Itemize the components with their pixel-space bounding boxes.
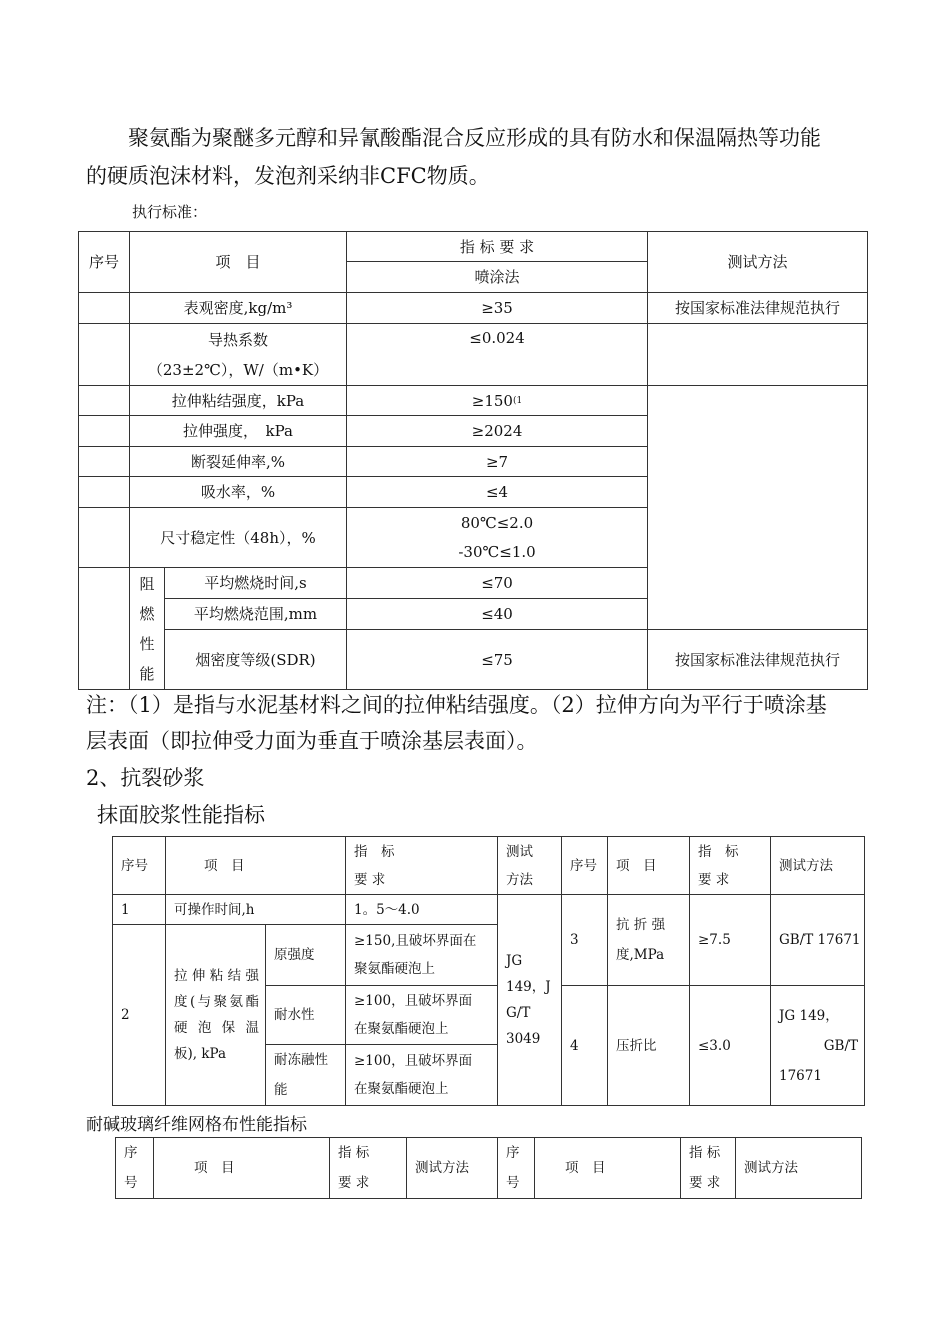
- t1-fire-char: 性: [139, 634, 155, 653]
- t2-r3-method: GB/T 17671: [771, 895, 865, 986]
- t2-r2-item-line: 板), kPa: [174, 1046, 227, 1062]
- t3-header-seq-line: 号: [124, 1175, 138, 1191]
- t2-header-req-line2: 要 求: [354, 871, 386, 888]
- t2-sub2-req: [346, 986, 498, 1045]
- t1-tensile-value: ≥2024: [347, 416, 648, 447]
- t2-r3-req: ≥7.5: [690, 895, 771, 986]
- t2-sub3-req: [346, 1045, 498, 1106]
- intro-line-1: 聚氨酯为聚醚多元醇和异氰酸酯混合反应形成的具有防水和保温隔热等功能: [128, 126, 821, 150]
- t2-sub3-line: 耐冻融性: [274, 1052, 328, 1068]
- table-3: [115, 1137, 862, 1199]
- t2-r4-seq: 4: [562, 986, 608, 1106]
- t1-smoke-value: ≤75: [347, 630, 648, 690]
- t1-dim-value-line1: 80℃≤2.0: [460, 513, 534, 532]
- table-1: [78, 231, 868, 690]
- t2-r1-req: 1。5～4.0: [346, 895, 498, 925]
- t1-smoke-method: 按国家标准法律规范执行: [648, 630, 868, 690]
- t2-r3-item-line1: 抗 折 强: [616, 917, 666, 933]
- t2-r4-method-line: 17671: [779, 1067, 822, 1084]
- t2-method-left: [498, 895, 562, 1106]
- t1-burnrange-item: 平均燃烧范围,mm: [165, 599, 347, 630]
- t1-cell-empty: [79, 477, 130, 508]
- t1-method-blank: [648, 386, 868, 630]
- t2-r4-method: [771, 986, 865, 1106]
- t2-header-seq-2: 序号: [562, 837, 608, 895]
- table-2-title: 抹面胶浆性能指标: [97, 803, 265, 827]
- t2-method-left-line: 149，J: [506, 979, 551, 995]
- t1-bond-item: 拉伸粘结强度，kPa: [130, 386, 347, 416]
- t1-fire-char: 燃: [139, 604, 155, 623]
- t3-header-seq2-line: 号: [506, 1175, 520, 1191]
- t2-header-req2-line2: 要 求: [698, 871, 730, 888]
- note-line-2: 层表面（即拉伸受力面为垂直于喷涂基层表面）。: [86, 729, 538, 753]
- t3-header-seq-2: [498, 1138, 535, 1199]
- t2-r4-method-line: GB/T: [823, 1037, 858, 1054]
- t2-sub2-req-line: ≥100，且破坏界面: [354, 993, 473, 1009]
- t1-thermal-item-line1: 导热系数: [208, 330, 269, 349]
- t2-header-req: [346, 837, 498, 895]
- t3-header-req2-line: 要 求: [689, 1175, 721, 1191]
- intro-line-2: 的硬质泡沫材料，发泡剂采纳非CFC物质。: [86, 164, 490, 188]
- t1-header-spray: 喷涂法: [347, 262, 648, 293]
- t3-header-req2-line: 指 标: [689, 1145, 721, 1161]
- t2-sub1-req-line: ≥150,且破坏界面在: [354, 933, 477, 949]
- t1-cell-empty: [79, 508, 130, 568]
- t3-header-item-2: 项 目: [535, 1138, 681, 1199]
- t2-header-method-2: 测试方法: [771, 837, 865, 895]
- t3-header-method-2: 测试方法: [736, 1138, 862, 1199]
- t2-r1-item: 可操作时间,h: [166, 895, 346, 925]
- t1-bond-value-text: ≥150: [471, 391, 513, 410]
- t2-header-item: 项 目: [166, 837, 346, 895]
- t3-header-item: 项 目: [154, 1138, 330, 1199]
- t2-r4-req: ≤3.0: [690, 986, 771, 1106]
- section-2-title: 2、抗裂砂浆: [86, 766, 205, 790]
- t2-r2-seq: 2: [113, 925, 166, 1106]
- t1-tensile-item: 拉伸强度， kPa: [130, 416, 347, 447]
- t1-smoke-item: 烟密度等级(SDR): [165, 630, 347, 690]
- t1-cell-empty: [79, 293, 130, 324]
- t1-fire-char: 阻: [139, 574, 155, 593]
- t2-method-left-line: JG: [506, 953, 523, 969]
- t2-r2-item-line: 度(与聚氨酯: [174, 994, 259, 1010]
- t2-header-method-line1: 测试: [506, 843, 533, 860]
- t1-header-seq: 序号: [79, 232, 130, 293]
- t1-thermal-value: ≤0.024: [347, 324, 648, 386]
- t2-sub2-req-line: 在聚氨酯硬泡上: [354, 1021, 449, 1037]
- t2-r3-item: [608, 895, 690, 986]
- t1-header-item: 项 目: [130, 232, 347, 293]
- t1-dim-item: 尺寸稳定性（48h），%: [130, 508, 347, 568]
- t2-r4-method-line: JG 149，: [779, 1007, 839, 1024]
- t2-sub2: 耐水性: [266, 986, 346, 1045]
- t2-sub3-line: 能: [274, 1082, 288, 1098]
- t1-bond-note: (1: [512, 395, 523, 406]
- t1-cell-empty: [79, 416, 130, 447]
- t2-method-left-line: G/T: [506, 1005, 531, 1021]
- t2-r1-seq: 1: [113, 895, 166, 925]
- t1-density-value: ≥35: [347, 293, 648, 324]
- t2-r2-item-line: 硬 泡 保 温: [174, 1020, 259, 1036]
- t2-header-method: [498, 837, 562, 895]
- t1-elong-value: ≥7: [347, 447, 648, 477]
- t1-density-method: 按国家标准法律规范执行: [648, 293, 868, 324]
- t1-fire-label: [130, 568, 165, 690]
- standard-label: 执行标准：: [132, 203, 208, 221]
- t1-dim-value-line2: -30℃≤1.0: [458, 542, 536, 561]
- t2-header-item-2: 项 目: [608, 837, 690, 895]
- t2-r4-item: 压折比: [608, 986, 690, 1106]
- t2-r3-item-line2: 度,MPa: [616, 947, 665, 963]
- t2-sub3-req-line: 在聚氨酯硬泡上: [354, 1081, 449, 1097]
- table-2: [112, 836, 865, 1106]
- t1-thermal-item-line2: （23±2℃），W/（m•K）: [147, 360, 329, 379]
- t2-r3-seq: 3: [562, 895, 608, 986]
- t2-header-req-line1: 指 标: [354, 843, 395, 860]
- t1-cell-empty: [79, 447, 130, 477]
- t2-header-req2-line1: 指 标: [698, 843, 739, 860]
- t2-sub1-req-line: 聚氨酯硬泡上: [354, 961, 435, 977]
- t1-water-value: ≤4: [347, 477, 648, 508]
- t2-sub3-req-line: ≥100，且破坏界面: [354, 1053, 473, 1069]
- t2-r2-item: [166, 925, 266, 1106]
- t3-header-seq2-line: 序: [506, 1145, 520, 1161]
- t2-sub1: 原强度: [266, 925, 346, 986]
- t1-header-method: 测试方法: [648, 232, 868, 293]
- t3-header-req: [330, 1138, 407, 1199]
- t1-elong-item: 断裂延伸率,%: [130, 447, 347, 477]
- t1-fire-char: 能: [139, 664, 155, 683]
- t2-header-seq: 序号: [113, 837, 166, 895]
- t1-thermal-item: [130, 324, 347, 386]
- t1-water-item: 吸水率，%: [130, 477, 347, 508]
- t3-header-req-line: 要 求: [338, 1175, 370, 1191]
- note-line-1: 注：（1）是指与水泥基材料之间的拉伸粘结强度。（2）拉伸方向为平行于喷涂基: [86, 693, 827, 717]
- t3-header-seq-line: 序: [124, 1145, 138, 1161]
- t3-header-method: 测试方法: [407, 1138, 498, 1199]
- t2-sub3: [266, 1045, 346, 1106]
- t1-dim-value: [347, 508, 648, 568]
- t3-header-seq: [116, 1138, 154, 1199]
- t2-header-method-line2: 方法: [506, 871, 533, 888]
- t1-thermal-method: [648, 324, 868, 386]
- t1-burntime-item: 平均燃烧时间,s: [165, 568, 347, 599]
- t3-header-req-2: [681, 1138, 736, 1199]
- t2-sub1-req: [346, 925, 498, 986]
- table-3-title: 耐碱玻璃纤维网格布性能指标: [86, 1115, 307, 1135]
- t1-bond-value: [347, 386, 648, 416]
- t1-cell-empty: [79, 324, 130, 386]
- t2-method-left-line: 3049: [506, 1031, 541, 1047]
- t1-cell-empty: [79, 568, 130, 690]
- t2-r2-item-line: 拉伸粘结强: [174, 968, 259, 984]
- t1-cell-empty: [79, 386, 130, 416]
- t3-header-req-line: 指 标: [338, 1145, 370, 1161]
- t1-header-req: 指 标 要 求: [347, 232, 648, 262]
- t1-burnrange-value: ≤40: [347, 599, 648, 630]
- t2-header-req-2: [690, 837, 771, 895]
- t1-burntime-value: ≤70: [347, 568, 648, 599]
- t1-density-item: 表观密度,kg/m³: [130, 293, 347, 324]
